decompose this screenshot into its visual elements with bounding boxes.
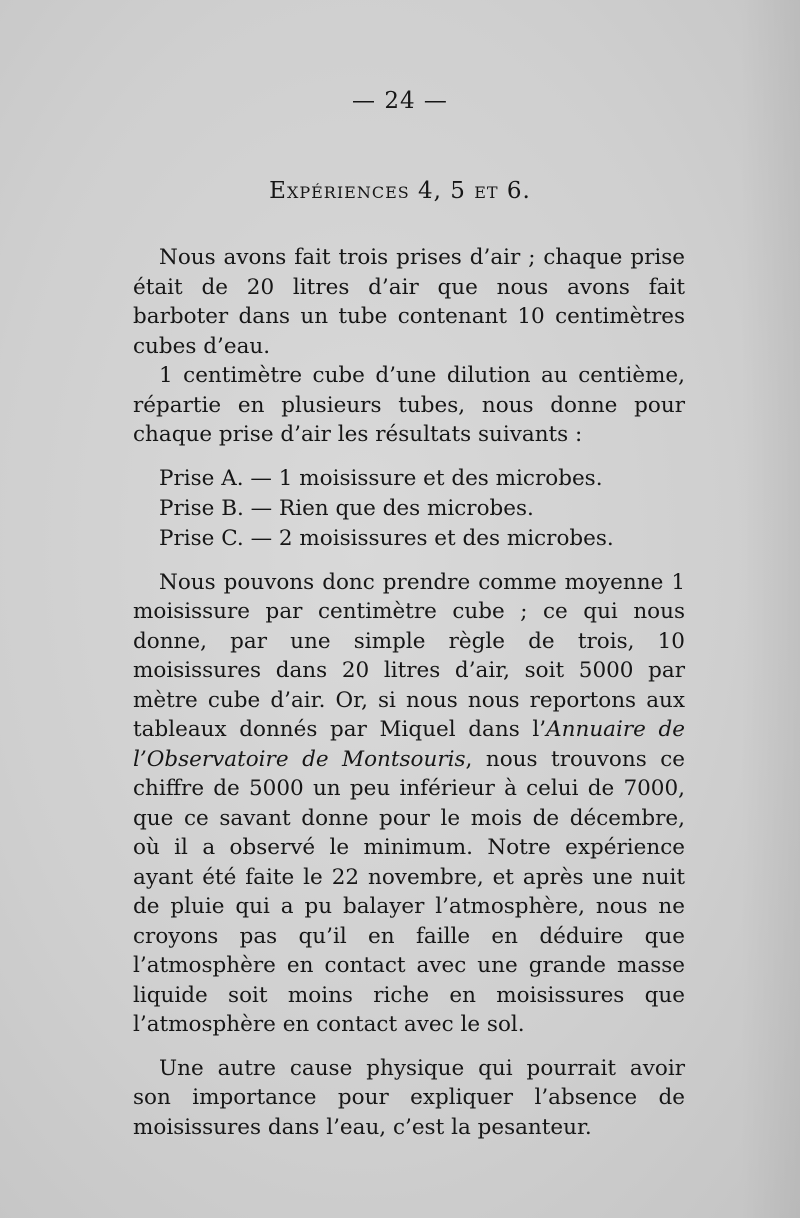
publication-title: Annuaire de l’Observatoire de Montsouris (133, 717, 685, 772)
paragraph-3 (133, 568, 685, 1040)
result-prise-a: Prise A. — 1 moisissure et des microbes. (159, 465, 603, 491)
paragraph-3-part-2: , nous trouvons ce chiffre de 5000 un peu inférieur à celui de 7000, que ce savant donne pour le mois de décembre, où il a observé le minimum. Notre expérience ayant été faite le 22 novembre, et après une nuit de pluie qui a pu balayer l’atmosphère, nous ne croyons pas qu’il en faille en déduire que l’atmosphère en contact avec une grande masse liquide soit moins riche en moisissures que l’atmosphère en contact avec le sol. (133, 746, 685, 1037)
paragraph-2: 1 centimètre cube d’une dilution au centième, répartie en plusieurs tubes, nous donne pour chaque prise d’air les résultats suivants : (133, 363, 685, 447)
section-heading (0, 178, 800, 204)
result-prise-c: Prise C. — 2 moisissures et des microbes. (159, 525, 614, 551)
body-text (133, 243, 685, 1142)
paragraph-1: Nous avons fait trois prises d’air ; chaque prise était de 20 litres d’air que nous avons fait barboter dans un tube contenant 10 centimètres cubes d’eau. (133, 245, 685, 359)
page-number: — 24 — (352, 88, 448, 114)
paragraph-4: Une autre cause physique qui pourrait avoir son importance pour expliquer l’absence de moisissures dans l’eau, c’est la pesanteur. (133, 1055, 685, 1140)
paragraph-3-part-1: Nous pouvons donc prendre comme moyenne 1 moisissure par centimètre cube ; ce qui nous donne, par une simple règle de trois, 10 moisissures dans 20 litres d’air, soit 5000 par mètre cube d’air. Or, si nous nous reportons aux tableaux donnés par Miquel dans l’ (133, 569, 685, 742)
section-heading-text: Expériences 4, 5 et 6. (269, 178, 531, 204)
result-prise-b: Prise B. — Rien que des microbes. (159, 495, 534, 521)
results-list (159, 464, 685, 554)
